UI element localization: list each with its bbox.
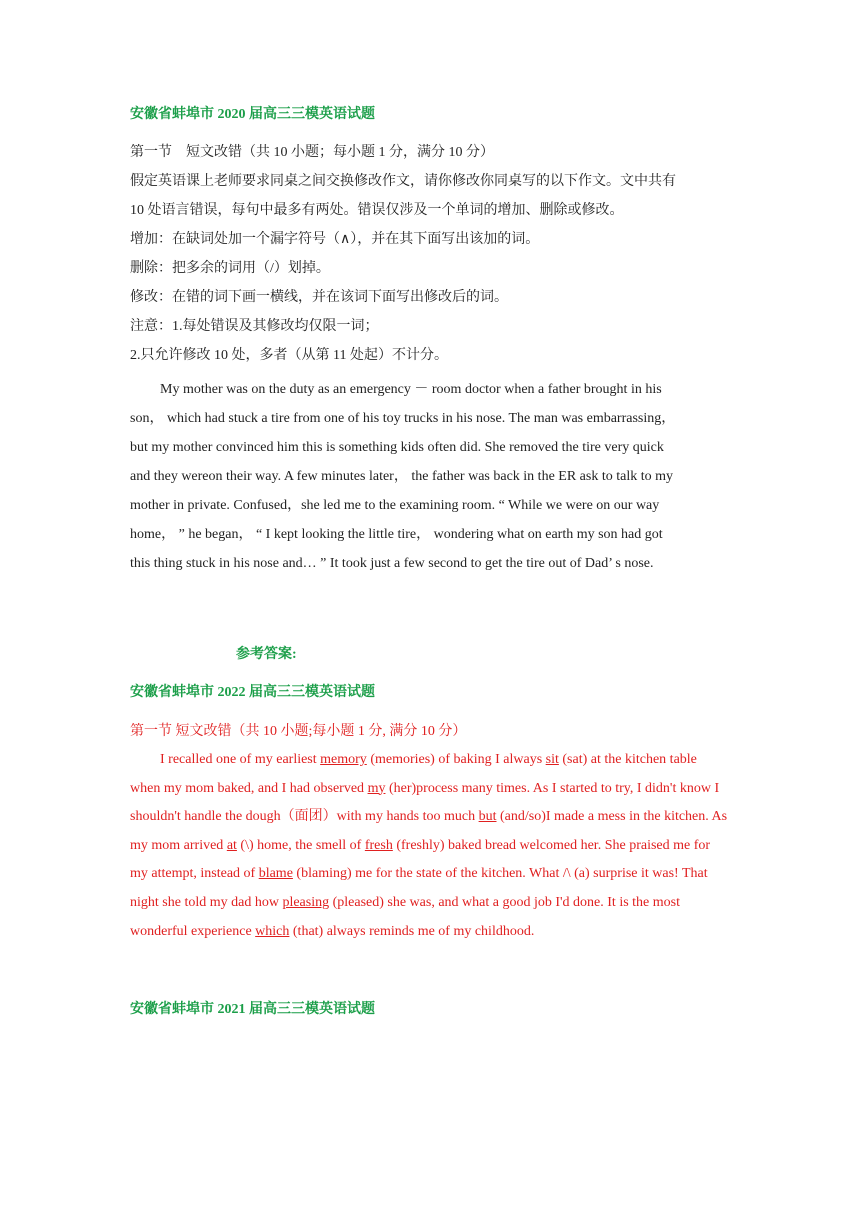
passage-line: son， which had stuck a tire from one of his toy trucks in his nose. The man was embarrassing， [130, 411, 676, 426]
answer-text: I recalled one of my earliest [160, 752, 321, 767]
passage-line: and they wereon their way. A few minutes later， the father was back in the ER ask to talk to my [130, 469, 673, 484]
instruction-line: 第一节 短文改错（共 10 小题；每小题 1 分，满分 10 分） [130, 145, 494, 160]
passage-line: My mother was on the duty as an emergency － room doctor when a father brought in his [160, 382, 662, 397]
instruction-line: 注意：1.每处错误及其修改均仅限一词； [130, 319, 379, 334]
header-2021: 安徽省蚌埠市 2021 届高三三模英语试题 [130, 1002, 375, 1017]
answer-text: (blaming) me for the state of the kitchen. What /\ (a) surprise it was! That night she told my dad how [130, 866, 708, 910]
answer-label: 参考答案: [236, 647, 297, 662]
error-word: at [226, 837, 237, 853]
header-2022: 安徽省蚌埠市 2022 届高三三模英语试题 [130, 685, 375, 700]
error-word: memory [320, 752, 367, 767]
answer-text: (her)process many times. As I started to try, I didn't know I shouldn't handle the dough（面团）with my hands too much [130, 780, 720, 825]
answer-text: (sat) at the kitchen table when my mom baked, and I had observed [130, 752, 697, 796]
instruction-line: 删除：把多余的词用（/）划掉。 [130, 261, 330, 276]
instruction-line: 修改：在错的词下画一横线，并在该词下面写出修改后的词。 [130, 290, 508, 305]
passage-line: this thing stuck in his nose and… ” It took just a few second to get the tire out of Dad’ s nose. [130, 556, 654, 571]
instructions [130, 138, 730, 370]
answer-text: (and/so)I made a mess in the kitchen. As my mom arrived [130, 809, 728, 853]
error-word: my [367, 780, 386, 796]
instruction-line: 2.只允许修改 10 处，多者（从第 11 处起）不计分。 [130, 348, 448, 363]
error-word: pleasing [282, 894, 330, 910]
answer-text: (that) always reminds me of my childhood. [289, 923, 535, 939]
instruction-line: 10 处语言错误，每句中最多有两处。错误仅涉及一个单词的增加、删除或修改。 [130, 203, 624, 218]
error-word: sit [545, 752, 559, 767]
passage-line: mother in private. Confused，she led me to the examining room. “ While we were on our way [130, 498, 660, 513]
passage-line: home， ” he began， “ I kept looking the little tire， wondering what on earth my son had got [130, 527, 663, 542]
instruction-line: 增加：在缺词处加一个漏字符号（∧），并在其下面写出该加的词。 [130, 232, 540, 247]
answer-text: (freshly) baked bread welcomed her. She praised me for my attempt, instead of [130, 837, 711, 882]
passage [130, 375, 730, 578]
error-word: but [478, 809, 497, 825]
error-word: which [255, 923, 290, 939]
answer-text: (memories) of baking I always [366, 752, 546, 767]
passage-line: but my mother convinced him this is something kids often did. She removed the tire very quick [130, 440, 664, 455]
error-word: fresh [364, 837, 393, 853]
answer-text: (\) home, the smell of [236, 837, 365, 853]
instruction-line: 假定英语课上老师要求同桌之间交换修改作文，请你修改你同桌写的以下作文。文中共有 [130, 174, 676, 189]
header-2020: 安徽省蚌埠市 2020 届高三三模英语试题 [130, 107, 375, 122]
section-title: 第一节 短文改错（共 10 小题;每小题 1 分, 满分 10 分） [130, 724, 467, 739]
answer-text: (pleased) she was, and what a good job I'd done. It is the most wonderful experience [130, 894, 680, 939]
error-word: blame [258, 866, 293, 882]
answer-passage [130, 746, 730, 946]
